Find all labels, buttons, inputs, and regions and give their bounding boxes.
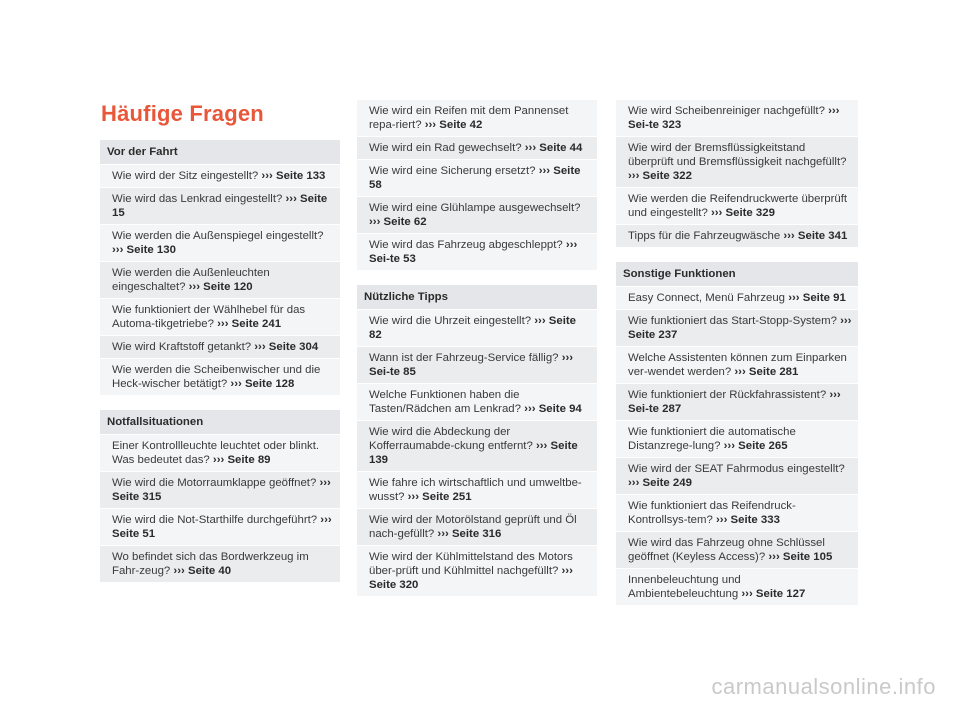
page-reference-link[interactable]: ››› Seite 241 bbox=[217, 318, 282, 330]
page-reference-link[interactable]: ››› Sei-te 53 bbox=[369, 239, 578, 265]
page-reference-link[interactable]: ››› Seite 249 bbox=[628, 477, 692, 489]
page-reference-link[interactable]: ››› Seite 42 bbox=[424, 119, 483, 131]
page-reference-link[interactable]: ››› Seite 40 bbox=[173, 565, 232, 577]
page-reference-link[interactable]: ››› Seite 251 bbox=[407, 491, 472, 503]
faq-item[interactable]: Wie wird der Sitz eingestellt? ››› Seite 133 bbox=[100, 165, 340, 187]
page-reference-link[interactable]: ››› Seite 91 bbox=[788, 292, 846, 304]
page-reference-link[interactable]: ››› Seite 105 bbox=[768, 551, 833, 563]
faq-item[interactable]: Wie wird Kraftstoff getankt? ››› Seite 304 bbox=[100, 336, 340, 358]
faq-item[interactable]: Wie wird ein Rad gewechselt? ››› Seite 44 bbox=[357, 137, 597, 159]
page-reference-link[interactable]: ››› Seite 127 bbox=[741, 588, 806, 600]
faq-item[interactable]: Wie funktioniert der Rückfahrassistent? ››› Sei-te 287 bbox=[616, 384, 858, 420]
section-spacer bbox=[100, 396, 340, 410]
page-reference-link[interactable]: ››› Seite 265 bbox=[723, 440, 788, 452]
page-reference-link[interactable]: ››› Sei-te 85 bbox=[369, 352, 574, 378]
faq-item[interactable]: Wo befindet sich das Bordwerkzeug im Fahr-zeug? ››› Seite 40 bbox=[100, 546, 340, 582]
page-reference-link[interactable]: ››› Seite 304 bbox=[254, 341, 319, 353]
faq-item[interactable]: Wie wird die Abdeckung der Kofferraumabde-ckung entfernt? ››› Seite 139 bbox=[357, 421, 597, 471]
page-reference-link[interactable]: ››› Seite 94 bbox=[524, 403, 582, 415]
page-reference-link[interactable]: ››› Seite 44 bbox=[524, 142, 583, 154]
faq-item[interactable]: Tipps für die Fahrzeugwäsche ››› Seite 341 bbox=[616, 225, 858, 247]
column-3 bbox=[616, 100, 858, 606]
faq-item[interactable]: Wie wird das Lenkrad eingestellt? ››› Seite 15 bbox=[100, 188, 340, 224]
faq-item[interactable]: Wie werden die Außenleuchten eingeschaltet? ››› Seite 120 bbox=[100, 262, 340, 298]
page-reference-link[interactable]: ››› Seite 130 bbox=[112, 244, 176, 256]
page-reference-link[interactable]: ››› Seite 320 bbox=[369, 565, 573, 591]
page-reference-link[interactable]: ››› Seite 82 bbox=[369, 315, 577, 341]
faq-item[interactable]: Easy Connect, Menü Fahrzeug ››› Seite 91 bbox=[616, 287, 858, 309]
page-reference-link[interactable]: ››› Seite 316 bbox=[437, 528, 502, 540]
faq-item[interactable]: Wie wird die Uhrzeit eingestellt? ››› Seite 82 bbox=[357, 310, 597, 346]
section-heading: Nützliche Tipps bbox=[357, 285, 597, 309]
faq-item[interactable]: Wie funktioniert die automatische Distanzrege-lung? ››› Seite 265 bbox=[616, 421, 858, 457]
faq-item[interactable]: Wie funktioniert das Start-Stopp-System? ››› Seite 237 bbox=[616, 310, 858, 346]
faq-item[interactable]: Wie funktioniert der Wählhebel für das Automa-tikgetriebe? ››› Seite 241 bbox=[100, 299, 340, 335]
page-reference-link[interactable]: ››› Seite 333 bbox=[716, 514, 780, 526]
faq-item[interactable]: Wie wird der Motorölstand geprüft und Öl nach-gefüllt? ››› Seite 316 bbox=[357, 509, 597, 545]
faq-item[interactable]: Wie wird eine Glühlampe ausgewechselt? ››› Seite 62 bbox=[357, 197, 597, 233]
faq-item[interactable]: Wie werden die Scheibenwischer und die Heck-wischer betätigt? ››› Seite 128 bbox=[100, 359, 340, 395]
faq-item[interactable]: Wie wird der SEAT Fahrmodus eingestellt? ››› Seite 249 bbox=[616, 458, 858, 494]
watermark: carmanualsonline.info bbox=[711, 674, 936, 699]
page-reference-link[interactable]: ››› Seite 15 bbox=[112, 193, 328, 219]
page-reference-link[interactable]: ››› Seite 58 bbox=[369, 165, 581, 191]
faq-item[interactable]: Einer Kontrollleuchte leuchtet oder blinkt. Was bedeutet das? ››› Seite 89 bbox=[100, 435, 340, 471]
faq-item[interactable]: Wie wird das Fahrzeug ohne Schlüssel geöffnet (Keyless Access)? ››› Seite 105 bbox=[616, 532, 858, 568]
section-spacer bbox=[616, 248, 858, 262]
faq-item[interactable]: Wie wird der Kühlmittelstand des Motors über-prüft und Kühlmittel nachgefüllt? ››› Seite 320 bbox=[357, 546, 597, 596]
faq-item[interactable]: Welche Assistenten können zum Einparken ver-wendet werden? ››› Seite 281 bbox=[616, 347, 858, 383]
section-heading: Notfallsituationen bbox=[100, 410, 340, 434]
page-reference-link[interactable]: ››› Seite 341 bbox=[783, 230, 848, 242]
faq-item[interactable]: Wie funktioniert das Reifendruck-Kontrollsys-tem? ››› Seite 333 bbox=[616, 495, 858, 531]
section-heading: Sonstige Funktionen bbox=[616, 262, 858, 286]
page-reference-link[interactable]: ››› Seite 315 bbox=[112, 477, 331, 503]
page-reference-link[interactable]: ››› Seite 128 bbox=[230, 378, 295, 390]
faq-item[interactable]: Wie wird die Motorraumklappe geöffnet? ››› Seite 315 bbox=[100, 472, 340, 508]
column-1 bbox=[100, 140, 340, 583]
page-reference-link[interactable]: ››› Seite 89 bbox=[212, 454, 271, 466]
faq-item[interactable]: Welche Funktionen haben die Tasten/Rädchen am Lenkrad? ››› Seite 94 bbox=[357, 384, 597, 420]
page-reference-link[interactable]: ››› Seite 322 bbox=[628, 170, 692, 182]
page-reference-link[interactable]: ››› Seite 329 bbox=[710, 207, 775, 219]
page-reference-link[interactable]: ››› Sei-te 323 bbox=[628, 105, 840, 131]
section-spacer bbox=[357, 271, 597, 285]
column-2 bbox=[357, 100, 597, 597]
faq-item[interactable]: Wie wird eine Sicherung ersetzt? ››› Seite 58 bbox=[357, 160, 597, 196]
faq-item[interactable]: Wie wird Scheibenreiniger nachgefüllt? ››› Sei-te 323 bbox=[616, 100, 858, 136]
page-reference-link[interactable]: ››› Seite 281 bbox=[734, 366, 799, 378]
section-heading: Vor der Fahrt bbox=[100, 140, 340, 164]
page-reference-link[interactable]: ››› Seite 237 bbox=[628, 315, 852, 341]
faq-item[interactable]: Wie wird der Bremsflüssigkeitstand überprüft und Bremsflüssigkeit nachgefüllt? ››› Seite 322 bbox=[616, 137, 858, 187]
page-reference-link[interactable]: ››› Seite 51 bbox=[112, 514, 332, 540]
page-reference-link[interactable]: ››› Seite 133 bbox=[261, 170, 326, 182]
page-title: Häufige Fragen bbox=[101, 101, 264, 126]
faq-item[interactable]: Wie wird ein Reifen mit dem Pannenset repa-riert? ››› Seite 42 bbox=[357, 100, 597, 136]
page-reference-link[interactable]: ››› Seite 62 bbox=[369, 216, 427, 228]
page-reference-link[interactable]: ››› Seite 120 bbox=[188, 281, 253, 293]
faq-item[interactable]: Wann ist der Fahrzeug-Service fällig? ››› Sei-te 85 bbox=[357, 347, 597, 383]
page-reference-link[interactable]: ››› Seite 139 bbox=[369, 440, 578, 466]
faq-item[interactable]: Innenbeleuchtung und Ambientebeleuchtung ››› Seite 127 bbox=[616, 569, 858, 605]
faq-item[interactable]: Wie werden die Reifendruckwerte überprüft und eingestellt? ››› Seite 329 bbox=[616, 188, 858, 224]
page-reference-link[interactable]: ››› Sei-te 287 bbox=[628, 389, 841, 415]
faq-item[interactable]: Wie wird die Not-Starthilfe durchgeführt? ››› Seite 51 bbox=[100, 509, 340, 545]
faq-item[interactable]: Wie fahre ich wirtschaftlich und umweltbe-wusst? ››› Seite 251 bbox=[357, 472, 597, 508]
faq-item[interactable]: Wie wird das Fahrzeug abgeschleppt? ››› Sei-te 53 bbox=[357, 234, 597, 270]
faq-item[interactable]: Wie werden die Außenspiegel eingestellt? ››› Seite 130 bbox=[100, 225, 340, 261]
